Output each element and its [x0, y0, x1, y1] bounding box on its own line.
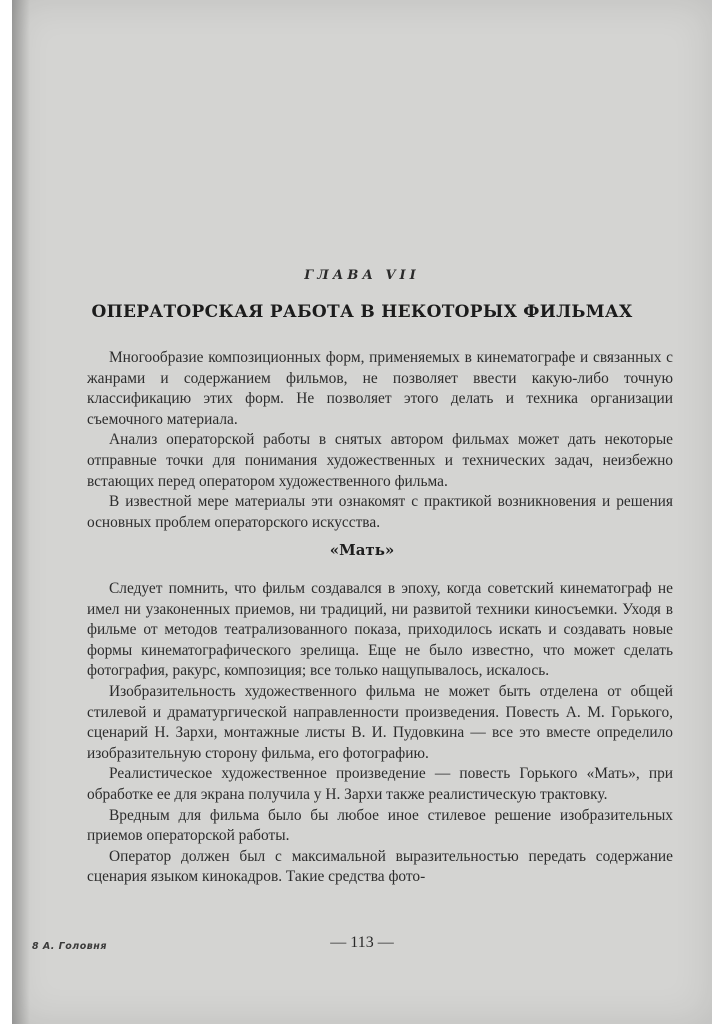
paragraph: Анализ операторской работы в снятых автором фильмах может дать некоторые отправные точки для понимания художественных и технических задач, неизбежно встающих перед оператором художественного фильма.: [87, 431, 673, 490]
book-page: [12, 0, 712, 1024]
section-title: «Мать»: [329, 541, 395, 559]
paragraph: Реалистическое художественное произведение — повесть Горького «Мать», при обработке ее для экрана получила у Н. Зархи также реалистическую трактовку.: [87, 765, 673, 803]
chapter-title: ОПЕРАТОРСКАЯ РАБОТА В НЕКОТОРЫХ ФИЛЬМАХ: [91, 302, 633, 322]
section-text: [87, 579, 673, 888]
paragraph: Вредным для фильма было бы любое иное стилевое решение изобразительных приемов операторской работы.: [87, 806, 673, 845]
chapter-label: ГЛАВА VII: [304, 268, 420, 283]
intro-text: [87, 348, 673, 533]
signature-mark: 8 А. Головня: [32, 941, 107, 952]
paragraph: Следует помнить, что фильм создавался в эпоху, когда советский кинематограф не имел ни узаконенных приемов, ни традиций, ни развитой техники киносъемки. Уходя в фильме от методов театрализованного показа, приходилось искать и создавать новые формы кинематографического зрелища. Еще не было известно, что может сделать фотография, ракурс, композиция; все только нащупывалось, искалось.: [87, 580, 673, 680]
page-number: — 113 —: [330, 934, 394, 951]
paragraph: В известной мере материалы эти ознакомят с практикой возникновения и решения основных проблем операторского искусства.: [87, 493, 673, 531]
paragraph: Многообразие композиционных форм, применяемых в кинематографе и связанных с жанрами и содержанием фильмов, не позволяет ввести какую-либо точную классификацию этих форм. Не позволяет этого делать и техника организации съемочного материала.: [87, 349, 673, 428]
paragraph: Оператор должен был с максимальной выразительностью передать содержание сценария языком кинокадров. Такие средства фото-: [87, 847, 673, 886]
page-binding-shadow: [12, 0, 30, 1024]
paragraph: Изобразительность художественного фильма не может быть отделена от общей стилевой и драматургической направленности произведения. Повесть А. М. Горького, сценарий Н. Зархи, монтажные листы В. И. Пудовкина — все это вместе определило изобразительную сторону фильма, его фотографию.: [87, 682, 673, 762]
